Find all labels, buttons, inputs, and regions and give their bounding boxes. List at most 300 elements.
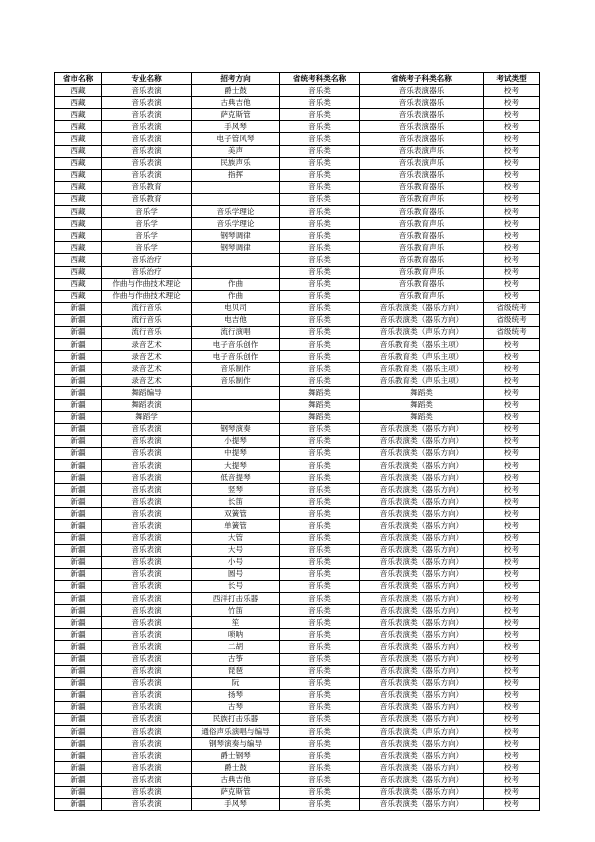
cell-major: 音乐表演 <box>102 605 192 617</box>
cell-major: 音乐表演 <box>102 109 192 121</box>
cell-direction: 二胡 <box>192 641 280 653</box>
cell-direction: 笙 <box>192 617 280 629</box>
cell-province: 新疆 <box>55 762 102 774</box>
table-row <box>55 266 540 278</box>
cell-province: 新疆 <box>55 665 102 677</box>
cell-major: 音乐表演 <box>102 617 192 629</box>
cell-subcategory: 音乐表演器乐 <box>360 133 484 145</box>
cell-province: 新疆 <box>55 726 102 738</box>
cell-direction: 大号 <box>192 544 280 556</box>
cell-exam-type: 校考 <box>484 532 540 544</box>
cell-direction: 中提琴 <box>192 447 280 459</box>
table-row <box>55 351 540 363</box>
cell-direction <box>192 193 280 205</box>
cell-major: 音乐表演 <box>102 701 192 713</box>
cell-province: 新疆 <box>55 532 102 544</box>
cell-category: 音乐类 <box>280 689 360 701</box>
cell-province: 西藏 <box>55 266 102 278</box>
cell-province: 新疆 <box>55 484 102 496</box>
table-row <box>55 157 540 169</box>
header-category: 省统考科类名称 <box>280 73 360 85</box>
admissions-table-page <box>54 72 539 811</box>
cell-direction: 电贝司 <box>192 302 280 314</box>
cell-province: 新疆 <box>55 786 102 798</box>
cell-major: 音乐表演 <box>102 762 192 774</box>
table-row <box>55 580 540 592</box>
cell-subcategory: 音乐教育类（器乐主项） <box>360 363 484 375</box>
cell-subcategory: 音乐表演类（器乐方向） <box>360 496 484 508</box>
cell-subcategory: 音乐教育声乐 <box>360 193 484 205</box>
cell-major: 流行音乐 <box>102 314 192 326</box>
cell-province: 新疆 <box>55 351 102 363</box>
cell-subcategory: 音乐表演类（器乐方向） <box>360 544 484 556</box>
cell-direction: 美声 <box>192 145 280 157</box>
cell-direction: 作曲 <box>192 290 280 302</box>
cell-category: 音乐类 <box>280 218 360 230</box>
cell-subcategory: 音乐表演器乐 <box>360 109 484 121</box>
cell-major: 舞蹈学 <box>102 411 192 423</box>
cell-direction: 音乐制作 <box>192 363 280 375</box>
table-row <box>55 593 540 605</box>
cell-major: 流行音乐 <box>102 326 192 338</box>
cell-subcategory: 音乐表演类（器乐方向） <box>360 786 484 798</box>
cell-subcategory: 音乐教育器乐 <box>360 254 484 266</box>
cell-exam-type: 校考 <box>484 387 540 399</box>
cell-subcategory: 音乐表演类（器乐方向） <box>360 653 484 665</box>
cell-province: 新疆 <box>55 689 102 701</box>
cell-direction: 钢琴演奏 <box>192 423 280 435</box>
cell-subcategory: 音乐表演器乐 <box>360 169 484 181</box>
cell-direction <box>192 266 280 278</box>
cell-category: 音乐类 <box>280 520 360 532</box>
cell-category: 音乐类 <box>280 580 360 592</box>
cell-direction <box>192 399 280 411</box>
cell-province: 新疆 <box>55 580 102 592</box>
table-row <box>55 605 540 617</box>
cell-province: 新疆 <box>55 774 102 786</box>
cell-major: 音乐治疗 <box>102 254 192 266</box>
cell-direction: 指挥 <box>192 169 280 181</box>
cell-category: 音乐类 <box>280 423 360 435</box>
cell-major: 录音艺术 <box>102 339 192 351</box>
cell-exam-type: 校考 <box>484 109 540 121</box>
cell-exam-type: 校考 <box>484 617 540 629</box>
cell-exam-type: 校考 <box>484 423 540 435</box>
cell-category: 音乐类 <box>280 556 360 568</box>
cell-exam-type: 校考 <box>484 206 540 218</box>
cell-major: 音乐表演 <box>102 786 192 798</box>
cell-direction: 电吉他 <box>192 314 280 326</box>
cell-province: 新疆 <box>55 798 102 810</box>
cell-subcategory: 音乐表演类（声乐方向） <box>360 326 484 338</box>
cell-subcategory: 音乐表演类（器乐方向） <box>360 520 484 532</box>
cell-major: 音乐表演 <box>102 750 192 762</box>
admissions-table <box>54 72 540 811</box>
cell-category: 音乐类 <box>280 157 360 169</box>
header-direction: 招考方向 <box>192 73 280 85</box>
cell-province: 新疆 <box>55 738 102 750</box>
cell-exam-type: 校考 <box>484 774 540 786</box>
cell-exam-type: 校考 <box>484 726 540 738</box>
cell-category: 音乐类 <box>280 798 360 810</box>
cell-direction: 古筝 <box>192 653 280 665</box>
cell-category: 音乐类 <box>280 85 360 97</box>
cell-major: 音乐表演 <box>102 520 192 532</box>
cell-direction: 扬琴 <box>192 689 280 701</box>
cell-direction: 圆号 <box>192 568 280 580</box>
cell-category: 音乐类 <box>280 568 360 580</box>
table-row <box>55 472 540 484</box>
cell-category: 音乐类 <box>280 786 360 798</box>
cell-direction: 小号 <box>192 556 280 568</box>
cell-province: 新疆 <box>55 568 102 580</box>
cell-province: 西藏 <box>55 121 102 133</box>
table-row <box>55 206 540 218</box>
table-row <box>55 97 540 109</box>
table-row <box>55 375 540 387</box>
cell-subcategory: 舞蹈类 <box>360 399 484 411</box>
table-row <box>55 641 540 653</box>
cell-province: 西藏 <box>55 218 102 230</box>
cell-category: 音乐类 <box>280 762 360 774</box>
cell-major: 音乐表演 <box>102 423 192 435</box>
cell-major: 音乐表演 <box>102 580 192 592</box>
cell-category: 音乐类 <box>280 701 360 713</box>
cell-province: 新疆 <box>55 339 102 351</box>
cell-direction: 通俗声乐演唱与编导 <box>192 726 280 738</box>
cell-exam-type: 校考 <box>484 351 540 363</box>
cell-category: 音乐类 <box>280 133 360 145</box>
cell-province: 西藏 <box>55 169 102 181</box>
cell-category: 音乐类 <box>280 278 360 290</box>
table-row <box>55 738 540 750</box>
cell-exam-type: 校考 <box>484 460 540 472</box>
header-major: 专业名称 <box>102 73 192 85</box>
table-row <box>55 484 540 496</box>
cell-subcategory: 音乐表演类（器乐方向） <box>360 701 484 713</box>
cell-subcategory: 音乐表演器乐 <box>360 121 484 133</box>
cell-subcategory: 音乐表演类（器乐方向） <box>360 532 484 544</box>
table-row <box>55 653 540 665</box>
cell-exam-type: 校考 <box>484 472 540 484</box>
cell-major: 音乐表演 <box>102 713 192 725</box>
cell-province: 西藏 <box>55 145 102 157</box>
cell-province: 新疆 <box>55 677 102 689</box>
cell-major: 音乐学 <box>102 206 192 218</box>
cell-exam-type: 校考 <box>484 375 540 387</box>
table-row <box>55 218 540 230</box>
cell-major: 音乐表演 <box>102 677 192 689</box>
cell-subcategory: 音乐表演类（器乐方向） <box>360 302 484 314</box>
table-row <box>55 399 540 411</box>
cell-subcategory: 音乐表演类（器乐方向） <box>360 484 484 496</box>
cell-category: 音乐类 <box>280 109 360 121</box>
cell-province: 新疆 <box>55 460 102 472</box>
cell-major: 音乐表演 <box>102 447 192 459</box>
cell-province: 新疆 <box>55 326 102 338</box>
cell-subcategory: 音乐教育类（器乐主项） <box>360 339 484 351</box>
cell-major: 音乐表演 <box>102 169 192 181</box>
cell-category: 音乐类 <box>280 447 360 459</box>
cell-category: 音乐类 <box>280 145 360 157</box>
cell-province: 新疆 <box>55 713 102 725</box>
cell-direction: 音乐学理论 <box>192 206 280 218</box>
cell-subcategory: 音乐表演类（器乐方向） <box>360 665 484 677</box>
header-subcategory: 省统考子科类名称 <box>360 73 484 85</box>
cell-province: 新疆 <box>55 544 102 556</box>
cell-major: 音乐表演 <box>102 484 192 496</box>
cell-exam-type: 校考 <box>484 181 540 193</box>
cell-major: 音乐表演 <box>102 568 192 580</box>
table-row <box>55 701 540 713</box>
table-row <box>55 726 540 738</box>
table-row <box>55 193 540 205</box>
cell-province: 新疆 <box>55 399 102 411</box>
cell-major: 音乐表演 <box>102 508 192 520</box>
cell-province: 西藏 <box>55 206 102 218</box>
cell-major: 音乐表演 <box>102 556 192 568</box>
cell-category: 音乐类 <box>280 605 360 617</box>
cell-major: 音乐表演 <box>102 121 192 133</box>
cell-exam-type: 校考 <box>484 629 540 641</box>
cell-major: 音乐表演 <box>102 726 192 738</box>
cell-subcategory: 音乐教育类（声乐主项） <box>360 375 484 387</box>
cell-subcategory: 音乐表演类（器乐方向） <box>360 641 484 653</box>
cell-subcategory: 音乐表演类（器乐方向） <box>360 750 484 762</box>
cell-exam-type: 省级统考 <box>484 302 540 314</box>
cell-category: 音乐类 <box>280 677 360 689</box>
cell-category: 音乐类 <box>280 254 360 266</box>
cell-exam-type: 校考 <box>484 689 540 701</box>
cell-direction: 竹笛 <box>192 605 280 617</box>
cell-category: 音乐类 <box>280 326 360 338</box>
table-row <box>55 677 540 689</box>
cell-category: 音乐类 <box>280 351 360 363</box>
cell-major: 音乐表演 <box>102 653 192 665</box>
cell-subcategory: 音乐表演类（器乐方向） <box>360 508 484 520</box>
header-province: 省市名称 <box>55 73 102 85</box>
cell-province: 新疆 <box>55 641 102 653</box>
cell-major: 音乐表演 <box>102 665 192 677</box>
cell-subcategory: 音乐教育器乐 <box>360 230 484 242</box>
table-row <box>55 762 540 774</box>
table-row <box>55 302 540 314</box>
cell-direction <box>192 411 280 423</box>
table-row <box>55 629 540 641</box>
cell-exam-type: 校考 <box>484 568 540 580</box>
cell-category: 音乐类 <box>280 641 360 653</box>
cell-subcategory: 音乐表演声乐 <box>360 145 484 157</box>
cell-category: 音乐类 <box>280 266 360 278</box>
cell-exam-type: 校考 <box>484 218 540 230</box>
cell-direction: 单簧管 <box>192 520 280 532</box>
cell-subcategory: 音乐表演类（器乐方向） <box>360 593 484 605</box>
cell-province: 新疆 <box>55 593 102 605</box>
cell-subcategory: 音乐表演类（器乐方向） <box>360 472 484 484</box>
cell-major: 录音艺术 <box>102 351 192 363</box>
table-row <box>55 617 540 629</box>
cell-category: 舞蹈类 <box>280 399 360 411</box>
cell-category: 音乐类 <box>280 738 360 750</box>
cell-category: 音乐类 <box>280 375 360 387</box>
cell-major: 音乐表演 <box>102 472 192 484</box>
cell-exam-type: 校考 <box>484 266 540 278</box>
table-row <box>55 121 540 133</box>
cell-direction: 音乐制作 <box>192 375 280 387</box>
table-row <box>55 520 540 532</box>
cell-subcategory: 音乐教育声乐 <box>360 242 484 254</box>
table-row <box>55 363 540 375</box>
table-row <box>55 290 540 302</box>
cell-province: 新疆 <box>55 387 102 399</box>
cell-category: 音乐类 <box>280 593 360 605</box>
cell-exam-type: 校考 <box>484 290 540 302</box>
cell-province: 西藏 <box>55 97 102 109</box>
cell-subcategory: 音乐表演类（器乐方向） <box>360 713 484 725</box>
cell-direction: 电子音乐创作 <box>192 351 280 363</box>
cell-subcategory: 音乐表演类（器乐方向） <box>360 314 484 326</box>
cell-direction: 民族声乐 <box>192 157 280 169</box>
table-row <box>55 387 540 399</box>
cell-category: 舞蹈类 <box>280 387 360 399</box>
cell-major: 音乐学 <box>102 218 192 230</box>
cell-subcategory: 音乐表演类（器乐方向） <box>360 617 484 629</box>
cell-major: 舞蹈表演 <box>102 399 192 411</box>
cell-subcategory: 音乐表演类（声乐方向） <box>360 726 484 738</box>
cell-category: 音乐类 <box>280 713 360 725</box>
cell-province: 新疆 <box>55 363 102 375</box>
cell-category: 音乐类 <box>280 629 360 641</box>
cell-direction: 萨克斯管 <box>192 109 280 121</box>
cell-subcategory: 音乐表演类（器乐方向） <box>360 774 484 786</box>
cell-exam-type: 校考 <box>484 605 540 617</box>
cell-exam-type: 校考 <box>484 435 540 447</box>
cell-subcategory: 音乐表演类（器乐方向） <box>360 460 484 472</box>
table-row <box>55 314 540 326</box>
table-body <box>55 85 540 811</box>
cell-direction: 爵士鼓 <box>192 762 280 774</box>
cell-major: 录音艺术 <box>102 363 192 375</box>
table-row <box>55 254 540 266</box>
cell-subcategory: 舞蹈类 <box>360 387 484 399</box>
table-row <box>55 544 540 556</box>
cell-category: 音乐类 <box>280 496 360 508</box>
cell-category: 音乐类 <box>280 532 360 544</box>
cell-major: 音乐表演 <box>102 774 192 786</box>
cell-province: 新疆 <box>55 472 102 484</box>
cell-province: 西藏 <box>55 278 102 290</box>
cell-category: 音乐类 <box>280 617 360 629</box>
cell-direction: 琵琶 <box>192 665 280 677</box>
cell-direction: 长笛 <box>192 496 280 508</box>
cell-exam-type: 校考 <box>484 363 540 375</box>
cell-direction: 唢呐 <box>192 629 280 641</box>
table-row <box>55 713 540 725</box>
cell-category: 音乐类 <box>280 435 360 447</box>
cell-exam-type: 校考 <box>484 97 540 109</box>
cell-direction: 低音提琴 <box>192 472 280 484</box>
cell-direction: 大管 <box>192 532 280 544</box>
cell-province: 西藏 <box>55 193 102 205</box>
cell-exam-type: 校考 <box>484 593 540 605</box>
cell-exam-type: 校考 <box>484 447 540 459</box>
cell-exam-type: 校考 <box>484 677 540 689</box>
cell-major: 录音艺术 <box>102 375 192 387</box>
cell-category: 音乐类 <box>280 181 360 193</box>
cell-direction: 钢琴调律 <box>192 230 280 242</box>
cell-direction: 西洋打击乐器 <box>192 593 280 605</box>
cell-direction: 电子管风琴 <box>192 133 280 145</box>
cell-direction: 长号 <box>192 580 280 592</box>
cell-direction <box>192 254 280 266</box>
cell-province: 西藏 <box>55 181 102 193</box>
cell-province: 新疆 <box>55 411 102 423</box>
table-row <box>55 750 540 762</box>
cell-subcategory: 音乐表演类（器乐方向） <box>360 568 484 580</box>
cell-major: 音乐学 <box>102 242 192 254</box>
cell-major: 音乐表演 <box>102 689 192 701</box>
cell-province: 新疆 <box>55 653 102 665</box>
cell-exam-type: 校考 <box>484 508 540 520</box>
table-row <box>55 798 540 810</box>
cell-subcategory: 音乐表演类（器乐方向） <box>360 762 484 774</box>
table-row <box>55 774 540 786</box>
table-row <box>55 181 540 193</box>
cell-province: 新疆 <box>55 302 102 314</box>
cell-province: 新疆 <box>55 447 102 459</box>
cell-subcategory: 音乐表演类（器乐方向） <box>360 677 484 689</box>
cell-subcategory: 音乐教育器乐 <box>360 206 484 218</box>
cell-exam-type: 校考 <box>484 641 540 653</box>
cell-province: 新疆 <box>55 435 102 447</box>
cell-category: 音乐类 <box>280 206 360 218</box>
cell-major: 音乐学 <box>102 230 192 242</box>
cell-category: 音乐类 <box>280 665 360 677</box>
cell-category: 音乐类 <box>280 97 360 109</box>
cell-exam-type: 校考 <box>484 121 540 133</box>
cell-direction: 古典吉他 <box>192 97 280 109</box>
table-row <box>55 339 540 351</box>
cell-province: 新疆 <box>55 375 102 387</box>
table-row <box>55 278 540 290</box>
cell-province: 西藏 <box>55 157 102 169</box>
cell-province: 西藏 <box>55 109 102 121</box>
cell-subcategory: 音乐表演类（器乐方向） <box>360 435 484 447</box>
table-row <box>55 145 540 157</box>
cell-subcategory: 音乐教育声乐 <box>360 218 484 230</box>
cell-direction <box>192 181 280 193</box>
cell-major: 音乐表演 <box>102 798 192 810</box>
cell-exam-type: 校考 <box>484 750 540 762</box>
cell-province: 新疆 <box>55 605 102 617</box>
cell-category: 音乐类 <box>280 121 360 133</box>
cell-exam-type: 校考 <box>484 133 540 145</box>
cell-major: 音乐教育 <box>102 193 192 205</box>
cell-category: 音乐类 <box>280 363 360 375</box>
cell-exam-type: 校考 <box>484 786 540 798</box>
cell-subcategory: 音乐教育声乐 <box>360 290 484 302</box>
table-row <box>55 423 540 435</box>
cell-major: 音乐表演 <box>102 738 192 750</box>
cell-subcategory: 音乐教育器乐 <box>360 181 484 193</box>
cell-major: 音乐表演 <box>102 133 192 145</box>
cell-exam-type: 校考 <box>484 193 540 205</box>
cell-subcategory: 音乐表演声乐 <box>360 157 484 169</box>
cell-subcategory: 音乐教育器乐 <box>360 278 484 290</box>
cell-subcategory: 音乐表演类（器乐方向） <box>360 738 484 750</box>
cell-category: 音乐类 <box>280 460 360 472</box>
cell-province: 新疆 <box>55 629 102 641</box>
